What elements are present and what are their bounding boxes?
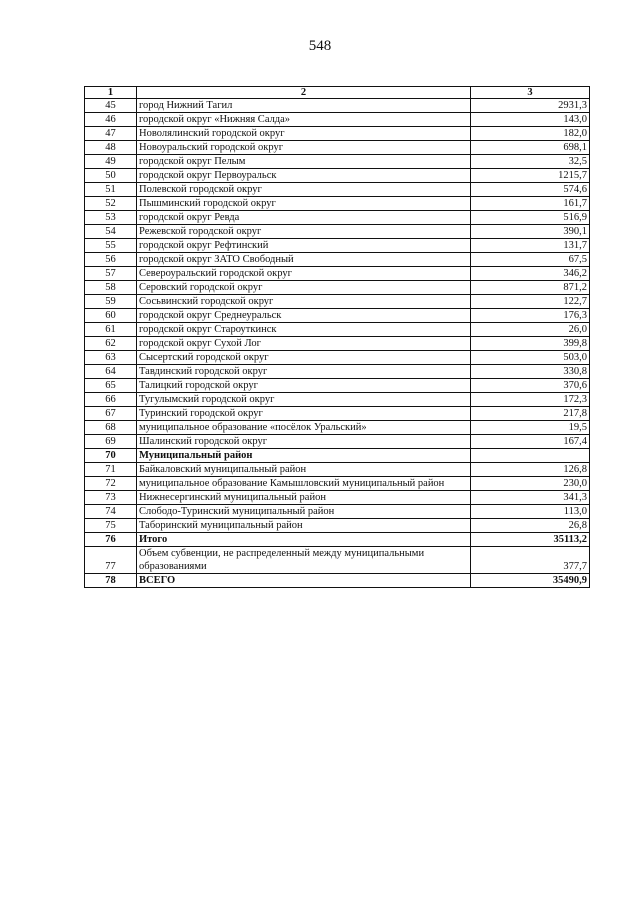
row-value: 32,5 xyxy=(471,155,590,169)
row-name: Полевской городской округ xyxy=(137,183,471,197)
table-row xyxy=(85,99,590,113)
row-value: 370,6 xyxy=(471,379,590,393)
row-value: 161,7 xyxy=(471,197,590,211)
row-name: городской округ Сухой Лог xyxy=(137,337,471,351)
row-number: 45 xyxy=(85,99,137,113)
table-row xyxy=(85,183,590,197)
row-name: Шалинский городской округ xyxy=(137,435,471,449)
row-number: 47 xyxy=(85,127,137,141)
row-number: 65 xyxy=(85,379,137,393)
row-number: 46 xyxy=(85,113,137,127)
row-value: 35113,2 xyxy=(471,533,590,547)
row-number: 69 xyxy=(85,435,137,449)
row-number: 51 xyxy=(85,183,137,197)
row-number: 68 xyxy=(85,421,137,435)
row-number: 60 xyxy=(85,309,137,323)
table-row xyxy=(85,323,590,337)
row-value: 377,7 xyxy=(471,547,590,574)
row-value: 346,2 xyxy=(471,267,590,281)
row-value: 330,8 xyxy=(471,365,590,379)
table-row xyxy=(85,113,590,127)
row-name: муниципальное образование «посёлок Уральский» xyxy=(137,421,471,435)
row-number: 61 xyxy=(85,323,137,337)
row-value: 574,6 xyxy=(471,183,590,197)
row-value: 167,4 xyxy=(471,435,590,449)
table-row xyxy=(85,197,590,211)
table-row xyxy=(85,309,590,323)
row-number: 56 xyxy=(85,253,137,267)
row-number: 53 xyxy=(85,211,137,225)
row-value: 1215,7 xyxy=(471,169,590,183)
row-number: 78 xyxy=(85,574,137,588)
column-header-name: 2 xyxy=(137,87,471,99)
row-number: 66 xyxy=(85,393,137,407)
table-row xyxy=(85,533,590,547)
row-number: 49 xyxy=(85,155,137,169)
table-header-row xyxy=(85,87,590,99)
row-name: Режевской городской округ xyxy=(137,225,471,239)
table-row xyxy=(85,281,590,295)
table-row xyxy=(85,449,590,463)
row-value: 26,8 xyxy=(471,519,590,533)
row-value: 19,5 xyxy=(471,421,590,435)
table-row xyxy=(85,169,590,183)
row-name: Сосьвинский городской округ xyxy=(137,295,471,309)
row-name: Тавдинский городской округ xyxy=(137,365,471,379)
table-body xyxy=(85,99,590,588)
row-name: городской округ Староуткинск xyxy=(137,323,471,337)
row-value: 67,5 xyxy=(471,253,590,267)
row-name: Нижнесергинский муниципальный район xyxy=(137,491,471,505)
row-number: 77 xyxy=(85,547,137,574)
table-row xyxy=(85,519,590,533)
row-name: Итого xyxy=(137,533,471,547)
row-number: 63 xyxy=(85,351,137,365)
row-number: 67 xyxy=(85,407,137,421)
row-value: 871,2 xyxy=(471,281,590,295)
row-number: 71 xyxy=(85,463,137,477)
table-row xyxy=(85,211,590,225)
row-number: 64 xyxy=(85,365,137,379)
table-row xyxy=(85,491,590,505)
table-row xyxy=(85,393,590,407)
table-row xyxy=(85,379,590,393)
subvention-table xyxy=(84,86,590,588)
row-name: муниципальное образование Камышловский муниципальный район xyxy=(137,477,471,491)
row-value: 341,3 xyxy=(471,491,590,505)
row-number: 57 xyxy=(85,267,137,281)
row-value: 131,7 xyxy=(471,239,590,253)
table-row xyxy=(85,225,590,239)
table-row xyxy=(85,141,590,155)
row-number: 76 xyxy=(85,533,137,547)
table-row xyxy=(85,463,590,477)
table-row xyxy=(85,365,590,379)
row-name: городской округ Рефтинский xyxy=(137,239,471,253)
row-number: 75 xyxy=(85,519,137,533)
row-value: 390,1 xyxy=(471,225,590,239)
row-value: 399,8 xyxy=(471,337,590,351)
row-value: 2931,3 xyxy=(471,99,590,113)
table-row xyxy=(85,253,590,267)
table-row xyxy=(85,155,590,169)
table-row xyxy=(85,477,590,491)
row-value: 182,0 xyxy=(471,127,590,141)
row-name: городской округ ЗАТО Свободный xyxy=(137,253,471,267)
column-header-value: 3 xyxy=(471,87,590,99)
row-number: 59 xyxy=(85,295,137,309)
row-value: 122,7 xyxy=(471,295,590,309)
table-row xyxy=(85,435,590,449)
row-number: 72 xyxy=(85,477,137,491)
row-number: 54 xyxy=(85,225,137,239)
row-value: 516,9 xyxy=(471,211,590,225)
row-value: 126,8 xyxy=(471,463,590,477)
row-number: 70 xyxy=(85,449,137,463)
row-number: 55 xyxy=(85,239,137,253)
table-row xyxy=(85,295,590,309)
row-name: ВСЕГО xyxy=(137,574,471,588)
table-row xyxy=(85,351,590,365)
table-row xyxy=(85,574,590,588)
row-number: 52 xyxy=(85,197,137,211)
row-name: Сысертский городской округ xyxy=(137,351,471,365)
row-value: 26,0 xyxy=(471,323,590,337)
row-value: 176,3 xyxy=(471,309,590,323)
row-value: 35490,9 xyxy=(471,574,590,588)
table-row xyxy=(85,547,590,574)
row-name: город Нижний Тагил xyxy=(137,99,471,113)
row-value: 698,1 xyxy=(471,141,590,155)
row-value xyxy=(471,449,590,463)
row-name: Североуральский городской округ xyxy=(137,267,471,281)
row-name: Байкаловский муниципальный район xyxy=(137,463,471,477)
row-number: 73 xyxy=(85,491,137,505)
table-row xyxy=(85,407,590,421)
row-name: городской округ Первоуральск xyxy=(137,169,471,183)
row-name: Тугулымский городской округ xyxy=(137,393,471,407)
row-name: Таборинский муниципальный район xyxy=(137,519,471,533)
row-value: 172,3 xyxy=(471,393,590,407)
row-number: 50 xyxy=(85,169,137,183)
row-name: Объем субвенции, не распределенный между муниципальными образованиями xyxy=(137,547,471,574)
row-name: городской округ Среднеуральск xyxy=(137,309,471,323)
page-number: 548 xyxy=(308,38,332,54)
row-value: 503,0 xyxy=(471,351,590,365)
row-value: 230,0 xyxy=(471,477,590,491)
table-row xyxy=(85,267,590,281)
row-name: Туринский городской округ xyxy=(137,407,471,421)
table-row xyxy=(85,127,590,141)
row-name: Новоуральский городской округ xyxy=(137,141,471,155)
table-row xyxy=(85,505,590,519)
row-name: Пышминский городской округ xyxy=(137,197,471,211)
row-number: 62 xyxy=(85,337,137,351)
row-name: городской округ «Нижняя Салда» xyxy=(137,113,471,127)
row-name: Новолялинский городской округ xyxy=(137,127,471,141)
row-name: городской округ Ревда xyxy=(137,211,471,225)
column-header-number: 1 xyxy=(85,87,137,99)
row-value: 143,0 xyxy=(471,113,590,127)
table-row xyxy=(85,239,590,253)
row-name: Слободо-Туринский муниципальный район xyxy=(137,505,471,519)
row-name: Серовский городской округ xyxy=(137,281,471,295)
row-number: 48 xyxy=(85,141,137,155)
row-name: Муниципальный район xyxy=(137,449,471,463)
table-row xyxy=(85,421,590,435)
table-row xyxy=(85,337,590,351)
row-number: 74 xyxy=(85,505,137,519)
row-name: городской округ Пелым xyxy=(137,155,471,169)
row-number: 58 xyxy=(85,281,137,295)
row-value: 113,0 xyxy=(471,505,590,519)
row-value: 217,8 xyxy=(471,407,590,421)
row-name: Талицкий городской округ xyxy=(137,379,471,393)
